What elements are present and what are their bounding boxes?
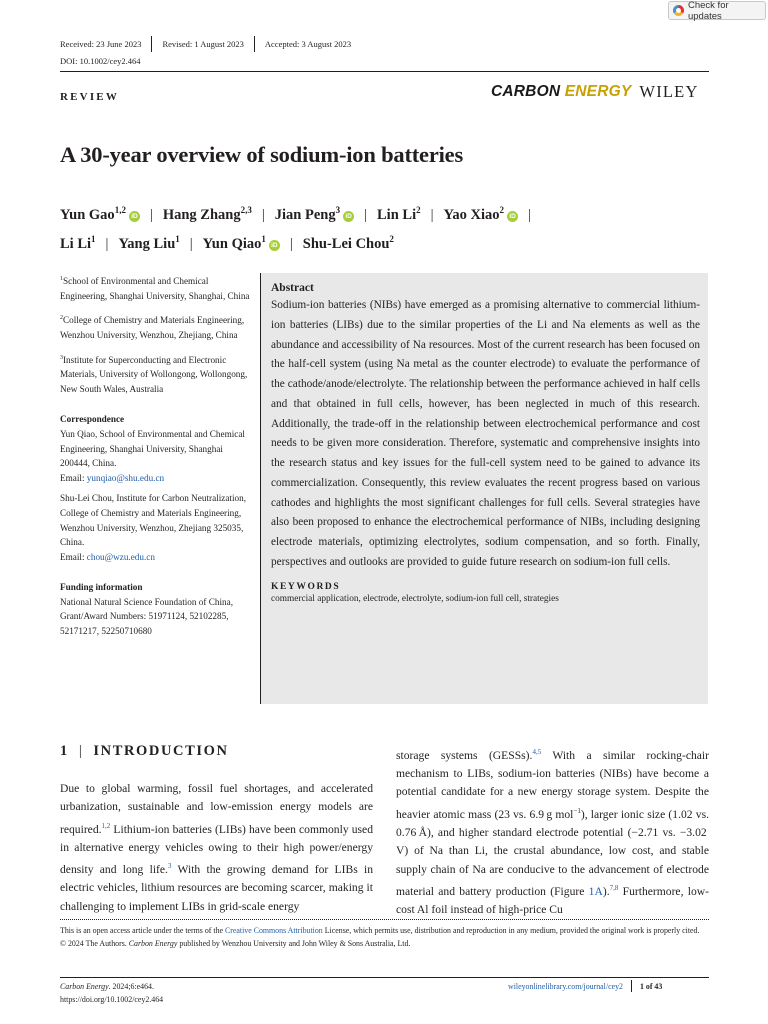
author[interactable]: Li Li$^1$ bbox=[60, 233, 96, 252]
check-for-updates-label: Check for updates bbox=[687, 0, 729, 22]
email-link[interactable]: chou@wzu.edu.cn bbox=[86, 551, 155, 562]
header-rule bbox=[60, 71, 709, 72]
citation-link[interactable]: 1,2 bbox=[101, 821, 111, 830]
author-separator: | bbox=[364, 206, 368, 223]
author-separator: | bbox=[189, 235, 193, 252]
orcid-icon[interactable]: iD bbox=[507, 211, 518, 222]
citation-link[interactable]: 4,5 bbox=[532, 748, 542, 756]
section-title: INTRODUCTION bbox=[93, 743, 229, 759]
email-link[interactable]: yunqiao@shu.edu.cn bbox=[86, 472, 165, 483]
funding-text: National Natural Science Foundation of China, Grant/Award Numbers: 51971124, 52102285, 52171217, 52250710680 bbox=[60, 596, 233, 637]
footnote-rule bbox=[60, 919, 709, 920]
author-list bbox=[60, 198, 720, 256]
correspondence-contact: Yun Qiao, School of Environmental and Chemical Engineering, Shanghai University, Shanghai 200444, China. Email: yunqiao@shu.edu.cn bbox=[60, 428, 245, 483]
affiliation: $^3$Institute for Superconducting and Electronic Materials, University of Wollongong, Wollongong, New South Wales, Australia bbox=[60, 354, 248, 394]
author-separator: | bbox=[261, 206, 265, 223]
article-type: REVIEW bbox=[60, 91, 120, 103]
citation-link[interactable]: 7,8 bbox=[609, 883, 619, 892]
article-title: A 30-year overview of sodium-ion batteries bbox=[60, 142, 463, 167]
orcid-icon[interactable]: iD bbox=[269, 240, 280, 251]
license-note: This is an open access article under the terms of the Creative Commons Attribution License, which permits use, distribution and reproduction in any medium, provided the original work is properly cited. © 2024 The Authors. Carbon Energy published by Wenzhou University and John Wiley & Sons Australia, Ltd. bbox=[60, 926, 700, 948]
affiliations-column bbox=[60, 272, 250, 645]
author[interactable]: Jian Peng$^3$ bbox=[274, 205, 341, 223]
figure-link[interactable]: 1A bbox=[588, 884, 603, 898]
footer-citation: Carbon Energy. 2024;6:e464. https://doi.org/10.1002/cey2.464 bbox=[60, 982, 164, 1004]
divider bbox=[631, 980, 632, 992]
body-column-right: storage systems (GESSs).$^{4,5}$ With a similar rocking-chair mechanism to LIBs, sodium-ion batteries (NIBs) have become a potential candidate for a new energy storage system. Despite the heavier atomic mass (23 vs. 6.9 g mol$^{-1}$), larger ionic size (1.02 vs. 0.76 Å), and higher standard electrode potential (−2.71 vs. −3.02 V) of Na than Li, the crustal abundance, low cost, and stable supply chain of Na are conducive to the advancement of electrode material and battery production (Figure 1A).$^{7,8}$ Furthermore, low-cost Al foil instead of high-price Cu bbox=[396, 748, 709, 916]
author[interactable]: Yang Liu$^1$ bbox=[118, 233, 180, 252]
section-separator: | bbox=[78, 743, 84, 759]
correspondence-heading: Correspondence bbox=[60, 414, 125, 425]
funding-heading: Funding information bbox=[60, 582, 143, 593]
author[interactable]: Yao Xiao$^2$ bbox=[443, 205, 505, 223]
section-number: 1 bbox=[60, 743, 69, 759]
revised-date: Revised: 1 August 2023 bbox=[162, 39, 244, 49]
correspondence-contact: Shu-Lei Chou, Institute for Carbon Neutralization, College of Chemistry and Materials Engineering, Wenzhou University, Wenzhou, Zhejiang 325035, China. Email: chou@wzu.edu.cn bbox=[60, 493, 247, 562]
received-date: Received: 23 June 2023 bbox=[60, 39, 142, 49]
orcid-icon[interactable]: iD bbox=[129, 211, 140, 222]
author-separator: | bbox=[289, 235, 293, 252]
abstract-heading: Abstract bbox=[271, 282, 314, 294]
keywords-heading: KEYWORDS bbox=[271, 581, 341, 592]
author[interactable]: Shu-Lei Chou$^2$ bbox=[302, 233, 394, 252]
affiliation: $^1$School of Environmental and Chemical Engineering, Shanghai University, Shanghai, China bbox=[60, 276, 250, 301]
author[interactable]: Hang Zhang$^{2,3}$ bbox=[162, 205, 252, 223]
article-dates bbox=[60, 37, 361, 51]
author[interactable]: Lin Li$^2$ bbox=[377, 205, 421, 223]
carbon-energy-logo: CARBON ENERGY bbox=[491, 83, 632, 100]
author-separator: | bbox=[105, 235, 109, 252]
orcid-icon[interactable]: iD bbox=[343, 211, 354, 222]
footer-doi[interactable]: https://doi.org/10.1002/cey2.464 bbox=[60, 995, 164, 1004]
license-link[interactable]: Creative Commons Attribution bbox=[225, 926, 323, 935]
journal-site-link[interactable]: wileyonlinelibrary.com/journal/cey2 bbox=[508, 981, 623, 991]
abstract-box bbox=[260, 273, 708, 704]
author[interactable]: Yun Gao$^{1,2}$ bbox=[60, 205, 126, 223]
author[interactable]: Yun Qiao$^1$ bbox=[202, 233, 266, 252]
abstract-text: Sodium-ion batteries (NIBs) have emerged as a promising alternative to commercial lithium-ion batteries (LIBs) due to the similar properties of the Li and Na elements as well as the abundance and accessibility of Na resources. Most of the current research has been focused on the half-cell system (using Na metal as the counter electrode) to evaluate the performance of the cathode/anode/electrolyte. The relationship between the performance achieved in half cells and that obtained in full cells, however, has been neglected in much of this research. Additionally, the trade-off in the relationship between electrochemical performance and cost needs to be given more consideration. Therefore, systematic and comprehensive insights into the research status and key issues for the full-cell system need to be gained to advance its commercialization. Consequently, this review evaluates the recent progress based on various cathodes and highlights the most significant challenges for full cells. Several strategies have also been proposed to enhance the electrochemical performance of NIBs, including designing electrode materials, optimizing electrolytes, sodium compensation, and so forth. Finally, perspectives and outlooks are provided to guide future research on sodium-ion full cells. bbox=[271, 299, 700, 568]
author-separator: | bbox=[430, 206, 434, 223]
section-heading bbox=[60, 743, 229, 760]
page-number: 1 of 43 bbox=[639, 981, 663, 991]
footer-right bbox=[508, 980, 662, 992]
keywords-text: commercial application, electrode, electrolyte, sodium-ion full cell, strategies bbox=[271, 593, 559, 604]
check-for-updates-button[interactable] bbox=[668, 1, 766, 20]
author-separator: | bbox=[149, 206, 153, 223]
body-column-left: Due to global warming, fossil fuel shortages, and accelerated urbanization, sustainable and low-emission energy models are required.$^{1,2}$ Lithium-ion batteries (LIBs) have been commonly used in alternative energy vehicles owing to their high power/energy density and long life.$^3$ With the growing demand for LIBs in electric vehicles, lithium resources are becoming scarcer, making it challenging to implement LIBs in grid-scale energy bbox=[60, 782, 374, 913]
doi-label: DOI: 10.1002/cey2.464 bbox=[60, 56, 141, 66]
footer-rule bbox=[60, 977, 709, 978]
accepted-date: Accepted: 3 August 2023 bbox=[264, 39, 352, 49]
author-separator: | bbox=[528, 206, 531, 223]
affiliation: $^2$College of Chemistry and Materials Engineering, Wenzhou University, Wenzhou, Zhejiang, China bbox=[60, 315, 245, 340]
citation-link[interactable]: 3 bbox=[167, 862, 172, 871]
journal-brand bbox=[491, 82, 699, 102]
crossmark-icon bbox=[673, 5, 684, 16]
wiley-logo: WILEY bbox=[639, 82, 699, 101]
